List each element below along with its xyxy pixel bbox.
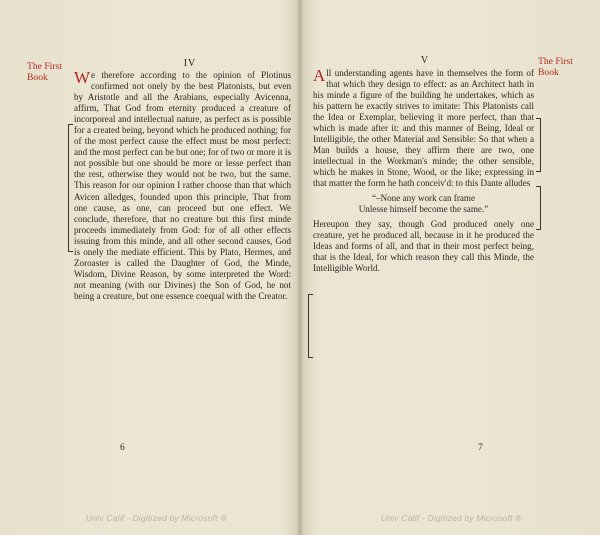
right-running-title-line-2: Book <box>538 67 559 78</box>
left-running-title-line-2: Book <box>27 72 48 83</box>
right-page-body <box>313 68 534 274</box>
right-paragraph-1-text: ll understanding agents have in themselves the form of that which they design to effect: as an Architect hath in his minde a figure of the building he undertakes, which as his pattern he exactly strives to imitate: This Platonists call the Idea or Exemplar, believing it more perfect, than that which is made after it: and this manner of Being, Ideal or Intelligible, the other Material and Sensible: So that when a Man builds a house, they affirm there are two, one intellectual in the Workman's minde; the other sensible, which he makes in Stone, Wood, or the like; expressing in that matter the form he hath conceiv'd: to this Dante alludes <box>313 68 534 189</box>
left-running-title-line-1: The First <box>27 61 62 72</box>
right-chapter-number: V <box>420 55 430 66</box>
right-dropcap: A <box>313 66 326 85</box>
quote-line-2: Unlesse himself become the same.” <box>358 204 489 215</box>
left-watermark: Univ Calif - Digitized by Microsoft ® <box>86 513 227 523</box>
right-watermark: Univ Calif - Digitized by Microsoft ® <box>381 513 522 523</box>
right-margin-bracket-lower <box>308 294 313 358</box>
right-margin-bracket-middle <box>536 186 541 230</box>
right-paragraph-2 <box>313 219 534 274</box>
right-running-title <box>538 56 573 78</box>
left-paragraph-text: e therefore according to the opinion of Plotinus confirmed not onely by the best Platonists, but even by Aristotle and all the Arabians, especially Avicenna, affirm, That God from eternity produced a creature of incorporeal and intellectual nature, as perfect as is possible for a created being, beyond which he produced nothing; for of the most perfect cause the effect must be most perfect: and the most perfect can be but one; for of two or more it is not possible but one should be more or lesse perfect than the rest, otherwise they would not be two, but the same. This reason for our opinion I rather choose than that which Avicen alledges, founded upon this principle, That from one cause, as one, can proceed but one effect. We conclude, therefore, that no creature but this first minde proceeds immediately from God: for of all other effects issuing from this minde, and all other second causes, God is onely the mediate efficient. This by Plato, Hermes, and Zoroaster is called the Daughter of God, the Minde, Wisdom, Divine Reason, by some interpreted the Word: not meaning (with our Divines) the Son of God, he not being a creature, but one essence coequal with the Creator. <box>74 70 291 301</box>
left-page-body <box>74 70 291 302</box>
right-running-title-line-1: The First <box>538 56 573 67</box>
right-paragraph-1 <box>313 68 534 190</box>
right-margin-bracket-upper <box>536 118 541 172</box>
left-folio: 6 <box>120 443 125 453</box>
left-dropcap: W <box>74 68 91 87</box>
quote-line-1: “–None any work can frame <box>371 192 475 203</box>
dante-quote <box>313 193 534 216</box>
left-margin-bracket <box>68 124 73 252</box>
left-paragraph <box>74 70 291 302</box>
right-paragraph-2-text: Hereupon they say, though God produced onely one creature, yet he produced all, because in it he produced the Ideas and forms of all, and that in their most perfect being, that is the Ideal, for which reason they call this Minde, the Intelligible World. <box>313 218 534 273</box>
left-chapter-number: IV <box>183 58 197 69</box>
left-running-title <box>27 61 62 83</box>
right-folio: 7 <box>478 443 483 453</box>
book-gutter <box>296 0 304 535</box>
